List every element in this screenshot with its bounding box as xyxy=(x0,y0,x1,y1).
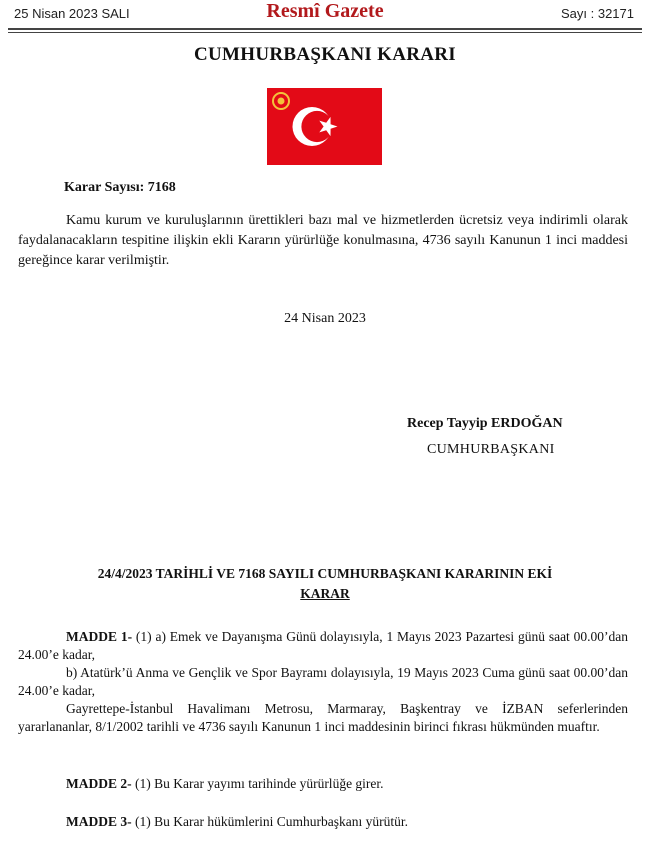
header-rule-thin xyxy=(8,32,642,33)
article-3-label: MADDE 3- xyxy=(66,814,132,829)
article-1-item-a xyxy=(18,628,628,664)
header-date: 25 Nisan 2023 SALI xyxy=(14,6,130,21)
gazette-header xyxy=(0,0,650,30)
article-1-text-a: (1) a) Emek ve Dayanışma Günü dolayısıyla, 1 Mayıs 2023 Pazartesi günü saat 00.00’dan 24.00’e kadar, xyxy=(18,629,628,662)
annex-subtitle-text: KARAR xyxy=(300,586,350,601)
header-rule xyxy=(8,28,642,30)
decision-intro-paragraph: Kamu kurum ve kuruluşlarının ürettikleri bazı mal ve hizmetlerden ücretsiz veya indirimli olarak faydalanacakların tespitine ilişkin ekli Kararın yürürlüğe konulmasına, 4736 sayılı Kanunun 1 inci maddesi gereğince karar verilmiştir. xyxy=(18,213,628,268)
document-title: CUMHURBAŞKANI KARARI xyxy=(194,44,456,65)
article-1 xyxy=(18,628,628,736)
decision-number: Karar Sayısı: 7168 xyxy=(64,180,176,195)
signer-title: CUMHURBAŞKANI xyxy=(427,442,555,457)
decision-date: 24 Nisan 2023 xyxy=(284,311,366,326)
article-3-text: (1) Bu Karar hükümlerini Cumhurbaşkanı yürütür. xyxy=(131,814,408,829)
article-1-item-b: b) Atatürk’ü Anma ve Gençlik ve Spor Bayramı dolayısıyla, 19 Mayıs 2023 Cuma günü saat 00.00’dan 24.00’e kadar, xyxy=(18,665,628,698)
article-2-label: MADDE 2- xyxy=(66,776,132,791)
article-2-text: (1) Bu Karar yayımı tarihinde yürürlüğe girer. xyxy=(131,776,384,791)
article-1-label: MADDE 1- xyxy=(66,629,133,644)
signer-name: Recep Tayyip ERDOĞAN xyxy=(407,416,563,431)
article-1-item-c: Gayrettepe-İstanbul Havalimanı Metrosu, Marmaray, Başkentray ve İZBAN seferlerinden yararlananlar, 8/1/2002 tarihli ve 4736 sayılı Kanunun 1 inci maddesinin birinci fıkrası hükmünden muaftır. xyxy=(18,701,628,734)
article-2 xyxy=(18,775,628,793)
turkish-flag-icon xyxy=(267,88,382,165)
annex-title: 24/4/2023 TARİHLİ VE 7168 SAYILI CUMHURBAŞKANI KARARININ EKİ xyxy=(97,566,553,581)
article-3 xyxy=(18,813,628,831)
header-issue-number: Sayı : 32171 xyxy=(561,6,634,21)
gazette-name: Resmî Gazete xyxy=(266,0,384,22)
annex-subtitle xyxy=(0,586,650,602)
